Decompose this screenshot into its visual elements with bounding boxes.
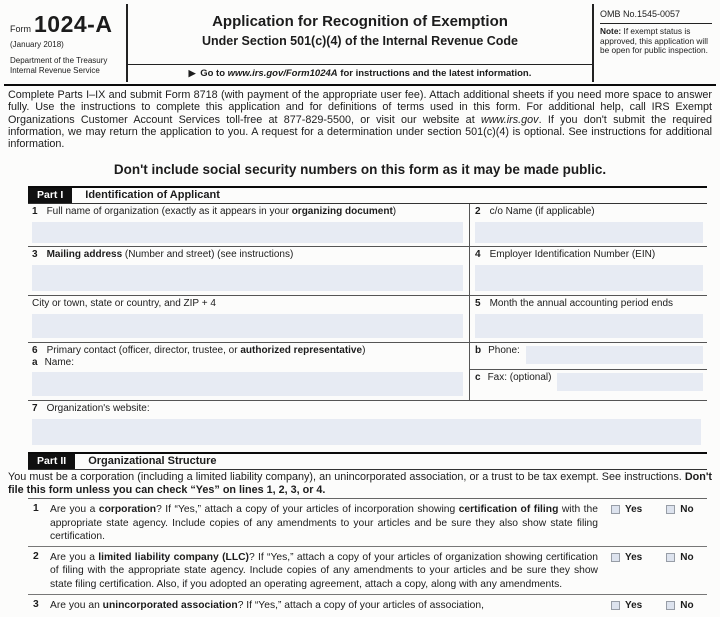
part2-label: Part II [28,454,75,469]
line1-label: Full name of organization (exactly as it appears in your organizing document) [46,206,397,218]
line6a-letter: a [32,357,38,369]
line2-label: c/o Name (if applicable) [489,206,595,218]
fax-row [470,370,707,400]
line6b-label: Phone: [488,345,520,357]
org-name-input[interactable] [32,222,463,243]
q1-yes-option [611,504,642,515]
line3-number: 3 [32,249,38,261]
table-row [28,343,707,401]
part1-title: Identification of Applicant [85,189,220,202]
table-row [28,296,707,343]
part1-label: Part I [28,188,72,203]
form-subtitle: Under Section 501(c)(4) of the Internal Revenue Code [201,34,519,48]
part1-header-bar [28,186,707,204]
line6-number: 6 [32,345,38,357]
no-label: No [680,552,694,564]
line3-label: Mailing address (Number and street) (see instructions) [46,249,294,261]
dept-irs: Internal Revenue Service [10,65,100,75]
form-title-block [128,4,592,82]
q3-no-option [666,600,693,611]
q2-number: 2 [33,551,39,563]
q1-text: Are you a corporation? If “Yes,” attach a copy of your articles of incorporation showing certification of filing with the appropriate state agency. Include copies of any amendments to your articles and be sure they also show state filing certification. [50,504,598,542]
part2-intro-text: You must be a corporation (including a limited liability company), an unincorporated association, or a trust to be tax exempt. See instructions. [8,471,685,484]
contact-name-input[interactable] [32,372,463,396]
table-row [28,401,707,450]
form-number: 1024-A [34,11,113,37]
line5-number: 5 [475,298,481,310]
ein-input[interactable] [475,265,703,291]
line2-number: 2 [475,206,481,218]
form-id-block [8,4,128,82]
no-label: No [680,504,694,516]
ssn-privacy-notice: Don't include social security numbers on this form as it may be made public. [113,162,607,178]
intro-text-1: Complete Parts I–IX and submit Form 8718 (with payment of the appropriate user fee). Attach additional sheets if you need more space to answer fully. Use the instructions to complete this application and for definitions of terms used in this form. For additional help, call IRS Exempt Organizations Customer Account Services toll-free at 877-829-5500, or visit our website at [8,89,712,126]
q3-yes-checkbox[interactable] [611,601,620,610]
line5-label: Month the annual accounting period ends [489,298,674,310]
no-label: No [680,599,694,611]
line4-label: Employer Identification Number (EIN) [489,249,656,261]
line6c-label: Fax: (optional) [487,372,552,384]
q2-no-checkbox[interactable] [666,553,675,562]
line6c-letter: c [475,372,481,384]
part2-title: Organizational Structure [88,455,217,468]
yes-label: Yes [625,504,643,516]
irs-url-link[interactable]: www.irs.gov/Form1024A [227,68,338,79]
form-header [8,4,714,82]
note-label: Note: [600,26,622,36]
table-row [28,247,707,296]
yes-label: Yes [625,552,643,564]
line7-label: Organization's website: [46,403,150,415]
line4-number: 4 [475,249,481,261]
question-2-row [28,547,707,595]
co-name-input[interactable] [475,222,703,243]
header-divider [4,84,716,86]
q2-yes-option [611,552,642,563]
q3-yes-option [611,600,642,611]
part2-intro [8,471,712,496]
goto-instructions-line [128,64,592,82]
city-label: City or town, state or country, and ZIP + 4 [32,298,216,310]
q2-text: Are you a limited liability company (LLC)? If “Yes,” attach a copy of your articles of organization showing certification of filing with the appropriate state agency. Include copies of any amendments to your articles and be sure they show state filing certification. Also, if you adopted an operating agreement, attach a copy, along with any amendments. [50,552,598,590]
q3-text: Are you an unincorporated association? If “Yes,” attach a copy of your articles of association, [50,599,484,611]
line1-number: 1 [32,206,38,218]
line6b-letter: b [475,345,482,357]
q3-no-checkbox[interactable] [666,601,675,610]
line7-number: 7 [32,403,38,415]
omb-number: OMB No.1545-0057 [600,9,712,24]
form-title: Application for Recognition of Exemption [212,13,508,30]
q3-number: 3 [33,598,39,610]
form-word: Form [10,24,31,34]
mailing-address-input[interactable] [32,265,463,291]
part2-intro-bold-text: Don't file this form unless you can check “Yes” on lines 1, 2, 3, or 4. [8,471,712,496]
phone-row [470,343,707,370]
table-row [28,204,707,247]
q1-number: 1 [33,503,39,515]
q1-no-option [666,504,693,515]
q2-no-option [666,552,693,563]
line6-label: Primary contact (officer, director, trustee, or authorized representative) [46,345,366,357]
phone-input[interactable] [526,346,703,364]
form-revision-date: (January 2018) [10,40,64,49]
fax-input[interactable] [557,373,703,391]
note-text: If exempt status is approved, this application will be open for public inspection. [600,26,708,56]
accounting-period-input[interactable] [475,314,703,338]
part1-table [28,204,707,450]
question-1-row [28,499,707,547]
website-input[interactable] [32,419,701,445]
right-arrow-icon: ▶ [188,68,196,78]
part2-header-bar [28,452,707,470]
question-3-row [28,595,707,615]
intro-text-2: . If you don't submit the required information, we may return the application to you. A request for a determination under section 501(c)(4) is optional. See instructions for additional information. [8,113,712,151]
q2-yes-checkbox[interactable] [611,553,620,562]
q1-no-checkbox[interactable] [666,505,675,514]
dept-treasury: Department of the Treasury [10,56,108,65]
instructions-paragraph [8,89,712,150]
irs-website-text: www.irs.gov [480,113,539,126]
yes-label: Yes [625,599,643,611]
goto-pre-text: Go to [197,68,228,79]
q1-yes-checkbox[interactable] [611,505,620,514]
line6a-label: Name: [44,357,75,369]
omb-block [592,4,714,82]
goto-post-text: for instructions and the latest information. [337,68,532,79]
city-state-zip-input[interactable] [32,314,463,338]
